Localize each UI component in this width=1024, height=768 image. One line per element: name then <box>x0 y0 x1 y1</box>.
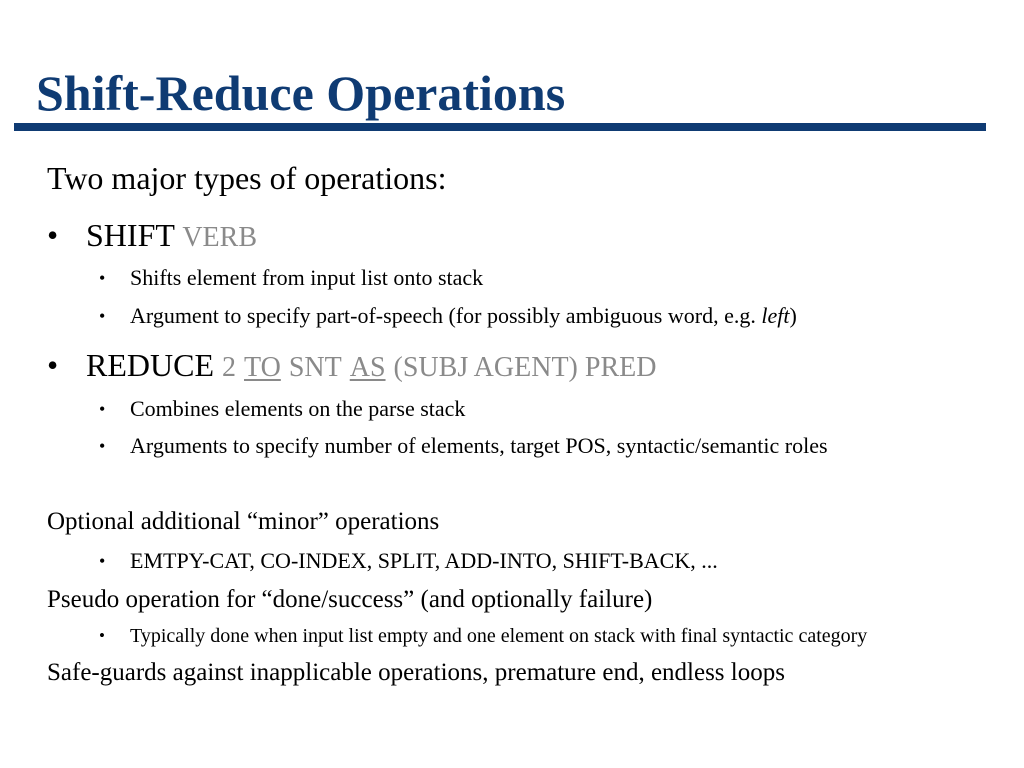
close-paren: ) <box>789 303 797 328</box>
shift-point-2-text: Argument to specify part-of-speech (for possibly ambiguous word, e.g. <box>130 303 762 328</box>
reduce-arg-to: TO <box>244 352 281 383</box>
bullet-level2: • <box>99 626 105 645</box>
shift-point-1: Shifts element from input list onto stack <box>130 265 484 290</box>
intro-text: Two major types of operations: <box>47 160 447 196</box>
shift-label: SHIFT <box>86 217 175 253</box>
reduce-arg-as: AS <box>349 352 386 383</box>
reduce-arg-roles: (SUBJ AGENT) PRED <box>393 352 657 383</box>
bullet-level2: • <box>99 551 106 571</box>
bullet-level2: • <box>99 399 106 419</box>
reduce-operation <box>86 345 656 388</box>
title-underline <box>14 123 986 131</box>
bullet-level2: • <box>99 436 106 456</box>
bullet-level2: • <box>99 306 106 326</box>
bullet-level1: • <box>47 217 59 253</box>
pseudo-heading: Pseudo operation for “done/success” (and optionally failure) <box>47 586 653 613</box>
optional-point: EMTPY-CAT, CO-INDEX, SPLIT, ADD-INTO, SHIFT-BACK, ... <box>130 548 718 573</box>
shift-point-2 <box>130 302 797 330</box>
safeguards-text: Safe-guards against inapplicable operations, premature end, endless loops <box>47 659 785 686</box>
bullet-level1: • <box>47 347 59 383</box>
shift-argument: VERB <box>182 222 258 253</box>
example-word: left <box>761 303 790 328</box>
bullet-level2: • <box>99 268 106 288</box>
reduce-arg-snt: SNT <box>288 352 342 383</box>
optional-heading: Optional additional “minor” operations <box>47 508 440 535</box>
slide-title: Shift-Reduce Operations <box>36 65 566 121</box>
reduce-label: REDUCE <box>86 347 214 383</box>
pseudo-point: Typically done when input list empty and one element on stack with final syntactic category <box>130 625 868 647</box>
reduce-point-2: Arguments to specify number of elements, target POS, syntactic/semantic roles <box>130 433 828 458</box>
reduce-point-1: Combines elements on the parse stack <box>130 396 466 421</box>
reduce-arg-number: 2 <box>222 352 236 383</box>
shift-operation <box>86 215 257 258</box>
